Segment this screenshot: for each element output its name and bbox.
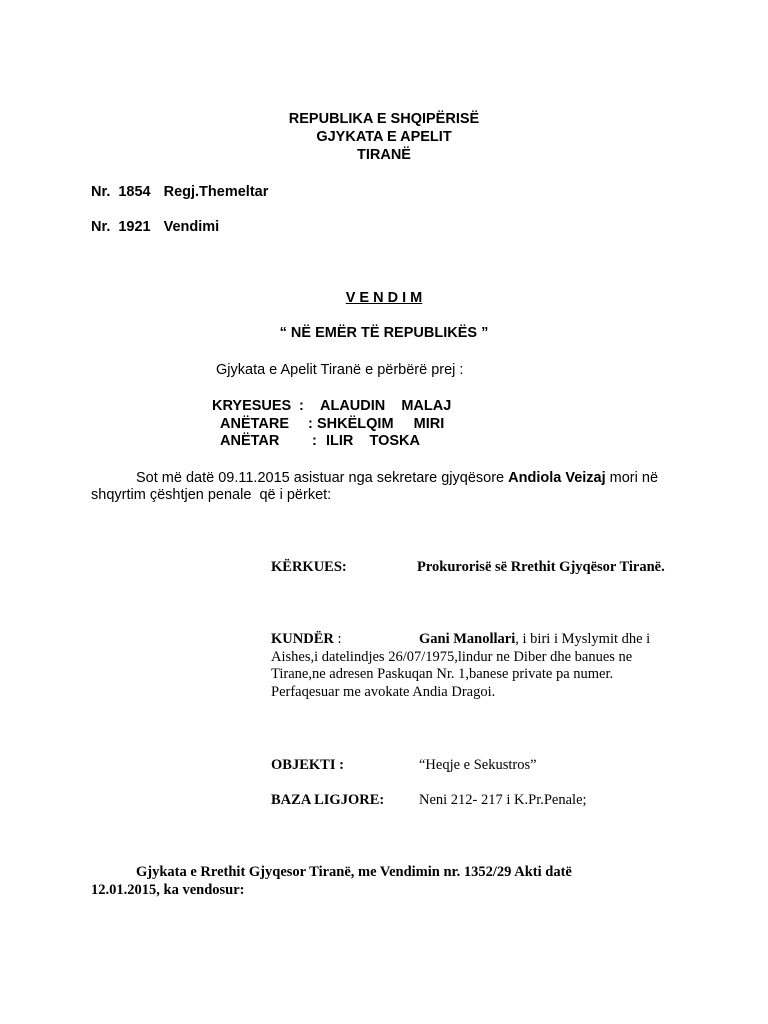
legal-basis-value: Neni 212- 217 i K.Pr.Penale;: [419, 792, 587, 808]
defendant-name: Gani Manollari: [419, 631, 516, 647]
registry-nr-label: Nr.: [91, 184, 111, 200]
session-text-after: mori në: [605, 470, 659, 486]
defendant-colon: :: [333, 631, 342, 647]
secretary-name: Andiola Veizaj: [508, 470, 606, 486]
defendant-details: , i biri i Myslymit dhe i: [515, 631, 651, 647]
registry-decision-number: 1921: [118, 219, 151, 235]
defendant-label: KUNDËR: [271, 631, 334, 647]
legal-basis-label: BAZA LIGJORE:: [271, 792, 385, 808]
member2-name: ILIR TOSKA: [326, 433, 420, 449]
member2-line: [220, 433, 420, 449]
member1-line: [220, 416, 444, 432]
defendant-line-1: [271, 631, 342, 648]
registry-base-line: [91, 184, 268, 200]
registry-nr-label-2: Nr.: [91, 219, 111, 235]
member1-role: ANËTARE: [220, 416, 290, 432]
requester-label: KËRKUES:: [271, 559, 347, 575]
registry-base-label: Regj.Themeltar: [163, 184, 269, 200]
member2-colon: :: [312, 433, 317, 449]
object-label: OBJEKTI :: [271, 757, 344, 773]
composition-intro: Gjykata e Apelit Tiranë e përbërë prej :: [216, 362, 464, 378]
registry-decision-label: Vendimi: [163, 219, 220, 235]
session-line-2: shqyrtim çështjen penale që i përket:: [91, 487, 332, 503]
defendant-line-2: Aishes,i datelindjes 26/07/1975,lindur ne Diber dhe banues ne: [271, 649, 633, 665]
defendant-name-line: [419, 631, 650, 648]
defendant-line-3: Tirane,ne adresen Paskuqan Nr. 1,banese private pa numer.: [271, 666, 614, 682]
session-line-1: [136, 470, 658, 486]
document-title: V E N D I M: [345, 290, 423, 306]
defendant-line-4: Perfaqesuar me avokate Andia Dragoi.: [271, 684, 496, 700]
requester-value: Prokurorisë së Rrethit Gjyqësor Tiranë.: [417, 559, 665, 575]
court-country-heading: REPUBLIKA E SHQIPËRISË: [288, 111, 480, 127]
ruling-line-2: 12.01.2015, ka vendosur:: [91, 882, 245, 898]
president-line: [212, 398, 451, 414]
court-city-heading: TIRANË: [357, 147, 411, 163]
ruling-line-1: Gjykata e Rrethit Gjyqesor Tiranë, me Vendimin nr. 1352/29 Akti datë: [136, 864, 572, 880]
member2-role: ANËTAR: [220, 433, 280, 449]
member1-name: SHKËLQIM MIRI: [317, 416, 445, 432]
document-subtitle: “ NË EMËR TË REPUBLIKËS ”: [279, 325, 489, 341]
object-value: “Heqje e Sekustros”: [419, 757, 537, 773]
session-text-before: Sot më datë 09.11.2015 asistuar nga sekretare gjyqësore: [136, 470, 509, 486]
president-colon: :: [299, 398, 304, 414]
member1-colon: :: [308, 416, 313, 432]
court-name-heading: GJYKATA E APELIT: [316, 129, 452, 145]
president-name: ALAUDIN MALAJ: [320, 398, 452, 414]
president-role: KRYESUES: [212, 398, 292, 414]
registry-base-number: 1854: [118, 184, 151, 200]
registry-decision-line: [91, 219, 219, 235]
